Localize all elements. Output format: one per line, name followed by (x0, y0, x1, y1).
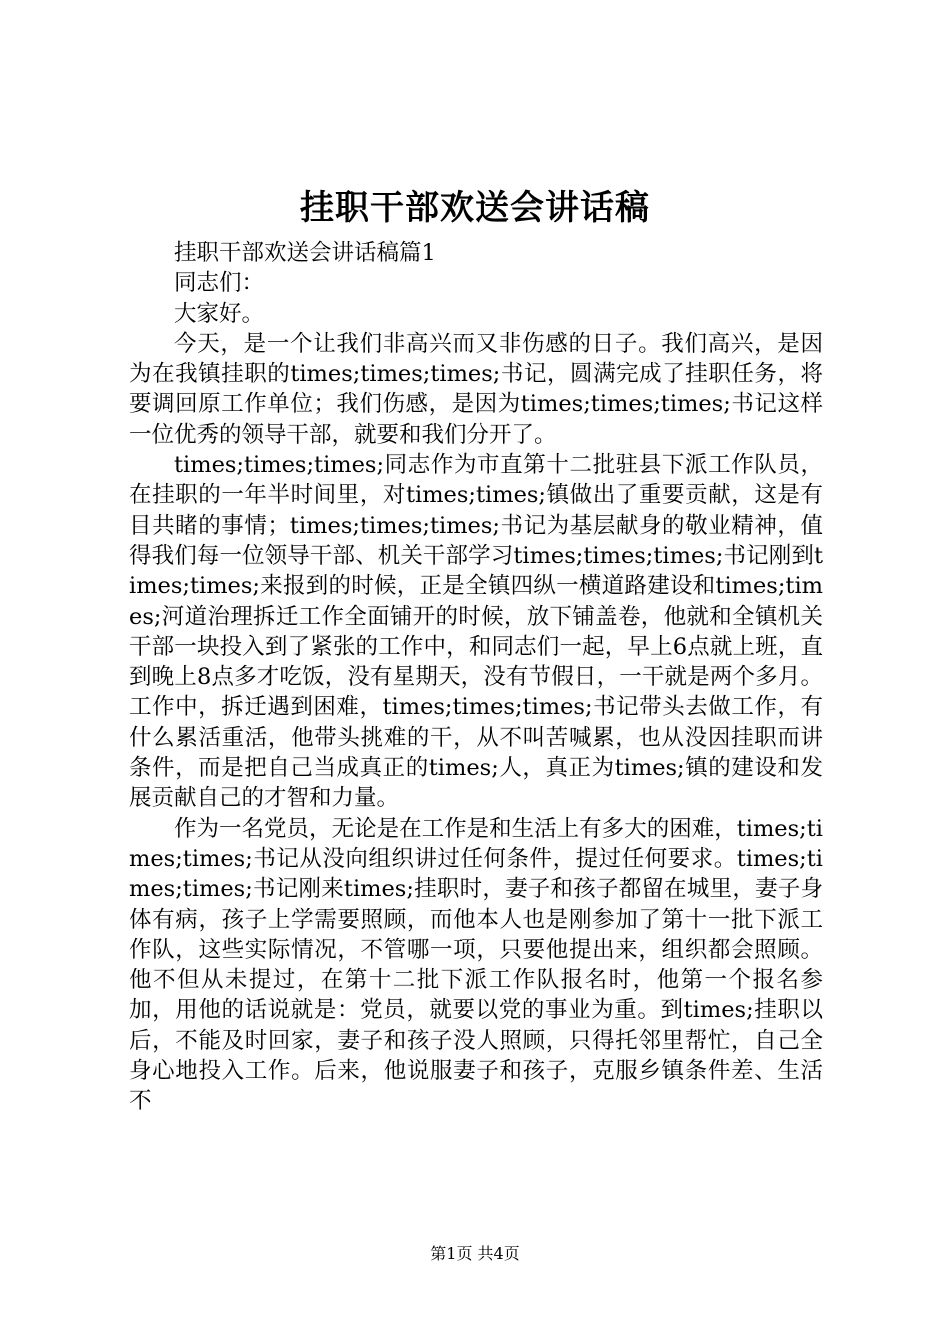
document-body (129, 238, 823, 1117)
paragraph-body-2: times;times;times;同志作为市直第十二批驻县下派工作队员，在挂职的一年半时间里，对times;times;镇做出了重要贡献，这是有目共睹的事情；times;times;times;书记为基层献身的敬业精神，值得我们每一位领导干部、机关干部学习times;times;times;书记刚到times;times;来报到的时候，正是全镇四纵一横道路建设和times;times;河道治理拆迁工作全面铺开的时候，放下铺盖卷，他就和全镇机关干部一块投入到了紧张的工作中，和同志们一起，早上6点就上班，直到晚上8点多才吃饭，没有星期天，没有节假日，一干就是两个多月。工作中，拆迁遇到困难，times;times;times;书记带头去做工作，有什么累活重活，他带头挑难的干，从不叫苦喊累，也从没因挂职而讲条件，而是把自己当成真正的times;人，真正为times;镇的建设和发展贡献自己的才智和力量。 (129, 452, 823, 812)
paragraph-subtitle: 挂职干部欢送会讲话稿篇1 (174, 240, 436, 266)
paragraph-greeting: 大家好。 (174, 300, 265, 327)
paragraph-salutation: 同志们： (174, 270, 265, 297)
page-footer: 第1页 共4页 (430, 1244, 520, 1263)
paragraph-body-1: 今天，是一个让我们非高兴而又非伤感的日子。我们高兴，是因为在我镇挂职的times;times;times;书记，圆满完成了挂职任务，将要调回原工作单位；我们伤感，是因为times;times;times;书记这样一位优秀的领导干部，就要和我们分开了。 (129, 330, 823, 448)
document-title: 挂职干部欢送会讲话稿 (300, 188, 650, 228)
paragraph-body-3: 作为一名党员，无论是在工作是和生活上有多大的困难，times;times;times;书记从没向组织讲过任何条件，提过任何要求。times;times;times;书记刚来times;挂职时，妻子和孩子都留在城里，妻子身体有病，孩子上学需要照顾，而他本人也是刚参加了第十一批下派工作队，这些实际情况，不管哪一项，只要他提出来，组织都会照顾。他不但从未提过，在第十二批下派工作队报名时，他第一个报名参加，用他的话说就是：党员，就要以党的事业为重。到times;挂职以后，不能及时回家，妻子和孩子没人照顾，只得托邻里帮忙，自己全身心地投入工作。后来，他说服妻子和孩子，克服乡镇条件差、生活不 (129, 815, 823, 1115)
